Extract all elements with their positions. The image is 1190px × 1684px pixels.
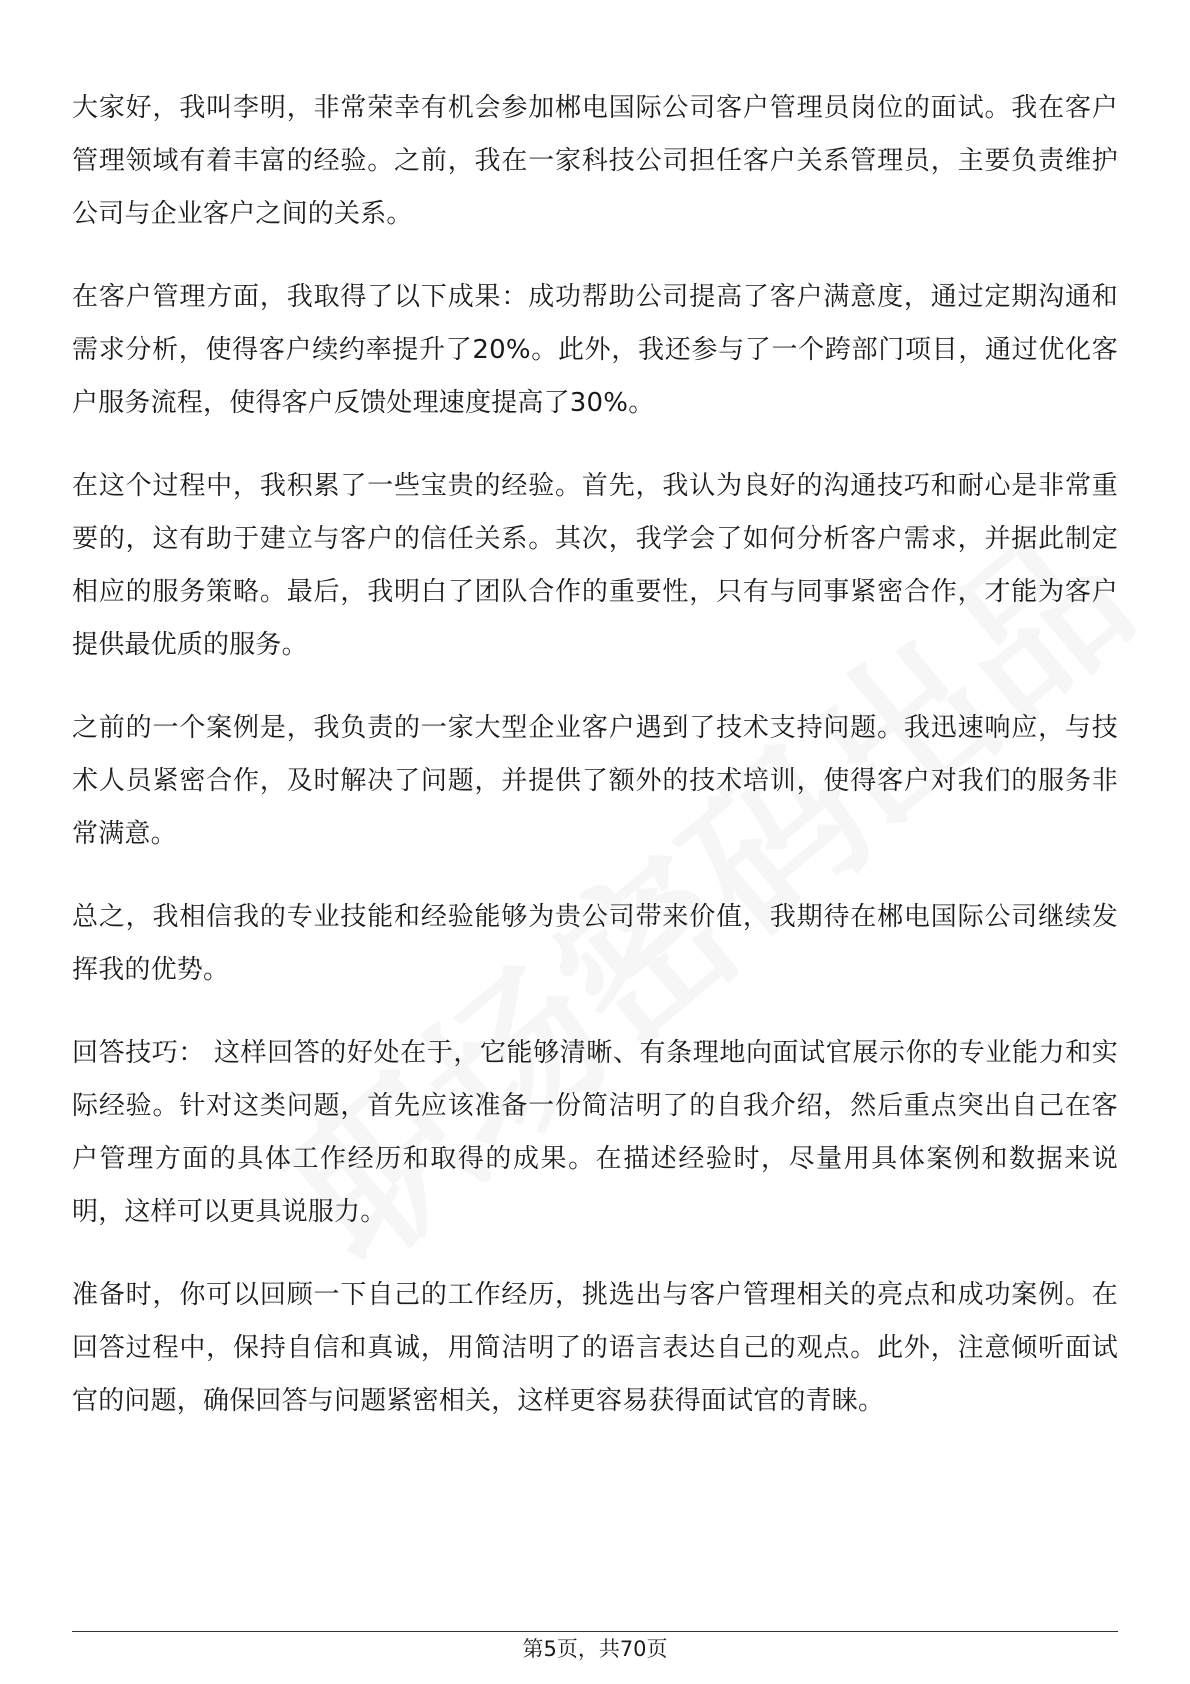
paragraph-achievements: 在客户管理方面，我取得了以下成果：成功帮助公司提高了客户满意度，通过定期沟通和需求分析，使得客户续约率提升了20%。此外，我还参与了一个跨部门项目，通过优化客户服务流程，使得客户反馈处理速度提高了30%。 [72, 282, 1118, 418]
footer-divider [72, 1631, 1118, 1632]
page-number: 第5页，共70页 [522, 1637, 668, 1661]
paragraph-answer-tips: 回答技巧： 这样回答的好处在于，它能够清晰、有条理地向面试官展示你的专业能力和实际经验。针对这类问题，首先应该准备一份简洁明了的自我介绍，然后重点突出自己在客户管理方面的具体工作经历和取得的成果。在描述经验时，尽量用具体案例和数据来说明，这样可以更具说服力。 [72, 1038, 1118, 1227]
paragraph-preparation: 准备时，你可以回顾一下自己的工作经历，挑选出与客户管理相关的亮点和成功案例。在回答过程中，保持自信和真诚，用简洁明了的语言表达自己的观点。此外，注意倾听面试官的问题，确保回答与问题紧密相关，这样更容易获得面试官的青睐。 [72, 1280, 1118, 1416]
paragraph-intro: 大家好，我叫李明，非常荣幸有机会参加郴电国际公司客户管理员岗位的面试。我在客户管理领域有着丰富的经验。之前，我在一家科技公司担任客户关系管理员，主要负责维护公司与企业客户之间的关系。 [72, 93, 1118, 229]
paragraph-summary: 总之，我相信我的专业技能和经验能够为贵公司带来价值，我期待在郴电国际公司继续发挥我的优势。 [72, 902, 1118, 985]
paragraph-experience: 在这个过程中，我积累了一些宝贵的经验。首先，我认为良好的沟通技巧和耐心是非常重要的，这有助于建立与客户的信任关系。其次，我学会了如何分析客户需求，并据此制定相应的服务策略。最后，我明白了团队合作的重要性，只有与同事紧密合作，才能为客户提供最优质的服务。 [72, 471, 1118, 660]
paragraph-case: 之前的一个案例是，我负责的一家大型企业客户遇到了技术支持问题。我迅速响应，与技术人员紧密合作，及时解决了问题，并提供了额外的技术培训，使得客户对我们的服务非常满意。 [72, 713, 1118, 849]
document-body [72, 82, 1118, 1458]
